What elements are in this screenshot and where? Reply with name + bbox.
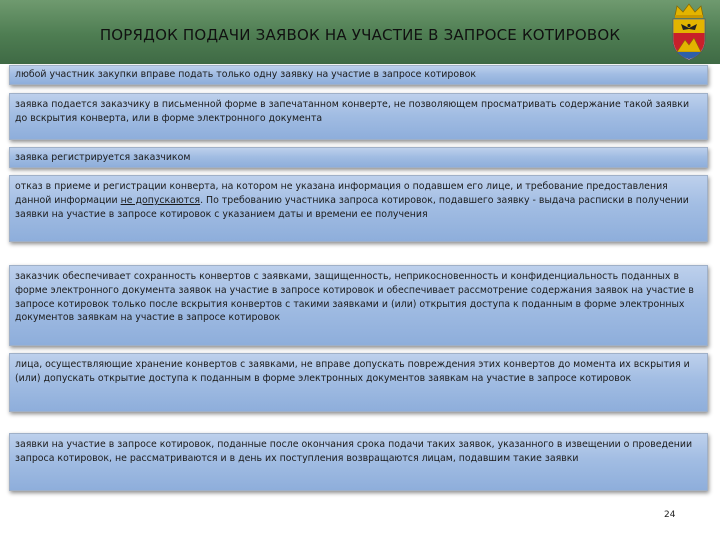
rule-box-single-application [9, 65, 708, 85]
rule-text: заявка подается заказчику в письменной форме в запечатанном конверте, не позволяющем просматривать содержание такой заявки до вскрытия конверта, или в форме электронного документа [15, 99, 690, 124]
rule-box-refusal-receipt [9, 175, 708, 242]
page-number: 24 [664, 510, 676, 520]
rule-text: заявка регистрируется заказчиком [15, 152, 191, 163]
rule-box-storage [9, 353, 708, 412]
rule-box-submission-form [9, 93, 708, 140]
rule-text-before: отказ в приеме и регистрации конверта, на котором не указана информация о подавшем его лице, и требование предоставления данной информации [15, 181, 668, 206]
rule-text-after: . По требованию участника запроса котировок, подавшего заявку - выдача расписки в получении заявки на участие в запросе котировок с указанием даты и времени ее получения [15, 194, 689, 220]
rule-box-confidentiality [9, 265, 708, 346]
rule-text: лица, осуществляющие хранение конвертов с заявками, не вправе допускать повреждения этих конвертов до момента их вскрытия и (или) допускать открытие доступа к поданным в форме электронных документов заявкам на участие в запросе котировок [15, 359, 690, 384]
rule-text: заказчик обеспечивает сохранность конвертов с заявками, защищенность, неприкосновенность и конфиденциальность поданных в форме электронного документа заявок на участие в запросе котировок и обеспечивает рассмотрение содержания заявок на участие в запросе котировок только после вскрытия конвертов с такими заявками и (или) открытия доступа к поданным в форме электронных документов заявкам на участие в запросе котировок [15, 271, 694, 324]
slide-title: ПОРЯДОК ПОДАЧИ ЗАЯВОК НА УЧАСТИЕ В ЗАПРОСЕ КОТИРОВОК [99, 26, 621, 44]
rule-text-underlined: не допускаются [120, 194, 201, 206]
rule-box-registration [9, 147, 708, 168]
city-coat-of-arms-icon [667, 2, 711, 62]
rule-text: заявки на участие в запросе котировок, поданные после окончания срока подачи таких заявок, указанного в извещении о проведении запроса котировок, не рассматриваются и в день их поступления возвращаются лицам, подавшим такие заявки [15, 439, 693, 464]
rule-box-late-applications [9, 433, 708, 491]
rule-text: любой участник закупки вправе подать только одну заявку на участие в запросе котировок [15, 69, 476, 80]
